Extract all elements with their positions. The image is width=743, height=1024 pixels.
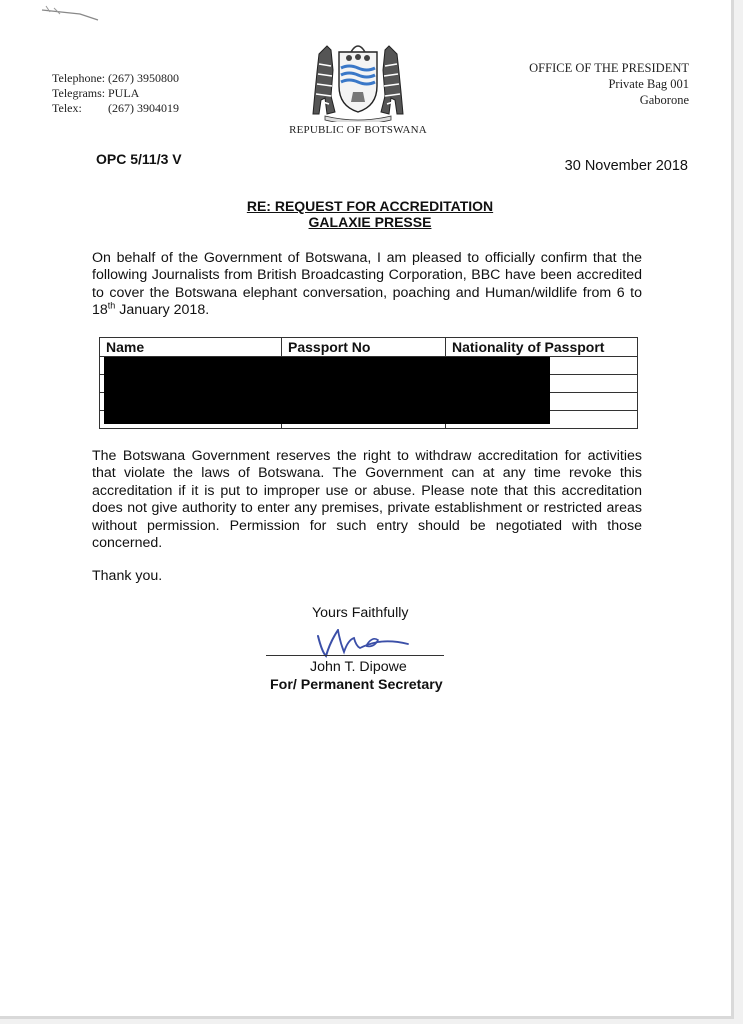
paragraph-text-end: January 2018.: [115, 302, 210, 319]
letter-date: 30 November 2018: [564, 158, 688, 174]
contact-block: [52, 71, 179, 116]
signature-icon: [308, 622, 418, 662]
office-address: [529, 60, 689, 108]
redaction-block: [104, 357, 550, 424]
contact-telephone: [52, 71, 179, 86]
closing-line: Yours Faithfully: [312, 605, 409, 621]
subject-line-1: RE: REQUEST FOR ACCREDITATION: [246, 198, 494, 214]
contact-label: Telephone:: [52, 71, 106, 85]
signer-name: John T. Dipowe: [310, 659, 407, 675]
republic-label: REPUBLIC OF BOTSWANA: [289, 124, 427, 136]
contact-label: Telegrams:: [52, 86, 106, 100]
paragraph-text: On behalf of the Government of Botswana, I am pleased to officially confirm that the following Journalists from British Broadcasting Corporation, BBC have been accredited to cover the Botswana elephant conversation, poaching and Human/wildlife from 6 to 18: [92, 250, 642, 319]
office-bag: Private Bag 001: [608, 77, 689, 91]
thanks-line: Thank you.: [92, 568, 163, 584]
signer-title: For/ Permanent Secretary: [270, 677, 443, 693]
contact-value: (267) 3950800: [108, 71, 179, 85]
contact-telex: [52, 101, 179, 116]
body-paragraph-2: The Botswana Government reserves the right to withdraw accreditation for activities that violate the laws of Botswana. The Government can at any time revoke this accreditation if it is put to improper use or abuse. Please note that this accreditation does not give authority to enter any premises, private establishment or restricted areas without permission. Permission for such entry should be negotiated with those concerned.: [92, 448, 642, 552]
signature-line: [266, 655, 444, 656]
corner-scan-mark: [40, 2, 100, 24]
column-header-passport: Passport No: [282, 338, 446, 357]
table-header-row: [100, 338, 638, 357]
column-header-nationality: Nationality of Passport: [446, 338, 638, 357]
office-city: Gaborone: [639, 93, 689, 107]
ordinal-suffix: th: [107, 300, 116, 311]
contact-value: PULA: [108, 86, 140, 100]
contact-label: Telex:: [52, 101, 82, 115]
office-name: OFFICE OF THE PRESIDENT: [529, 61, 689, 75]
subject-heading: [200, 198, 540, 230]
column-header-name: Name: [100, 338, 282, 357]
subject-line-2: GALAXIE PRESSE: [308, 214, 432, 230]
body-paragraph-1: [92, 250, 642, 320]
reference-number: OPC 5/11/3 V: [96, 151, 182, 167]
contact-value: (267) 3904019: [108, 101, 179, 115]
coat-of-arms-icon: [307, 40, 409, 122]
contact-telegrams: [52, 86, 179, 101]
